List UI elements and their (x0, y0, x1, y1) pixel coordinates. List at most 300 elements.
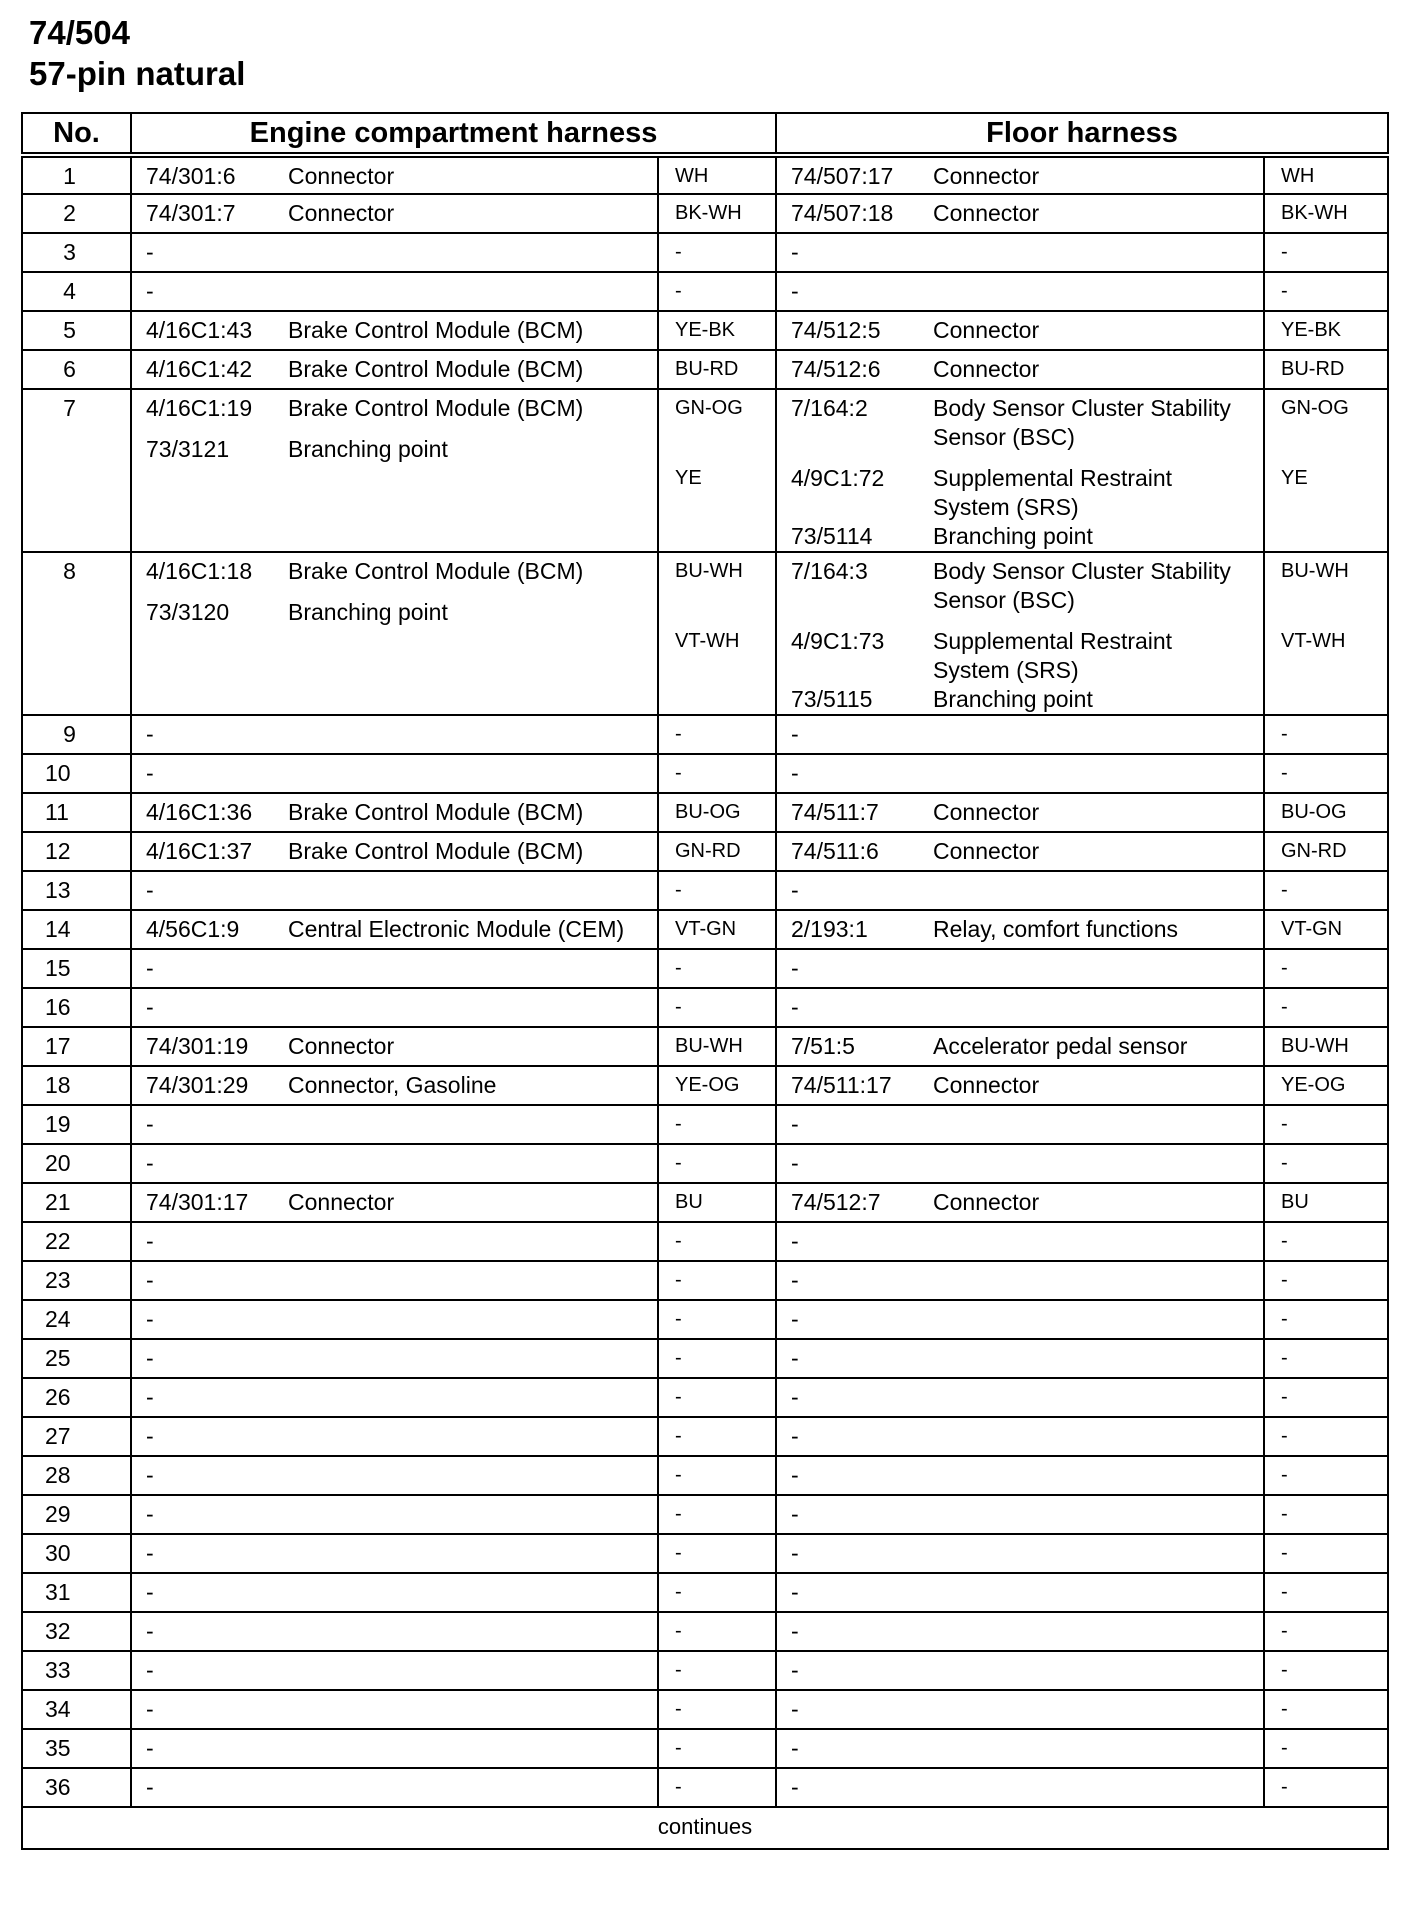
engine-harness-cell (131, 552, 658, 715)
wire-color: BU-WH (675, 1035, 743, 1057)
pin-number: 7 (22, 389, 131, 552)
engine-wire-color-cell (658, 871, 776, 910)
floor-harness-cell (776, 1222, 1264, 1261)
pin-number: 12 (22, 832, 131, 871)
table-row (22, 1729, 1388, 1768)
pin-number: 31 (22, 1573, 131, 1612)
table-row (22, 754, 1388, 793)
engine-connection (146, 1344, 657, 1373)
floor-wire-color-cell (1264, 715, 1388, 754)
connection-code: - (791, 1267, 799, 1293)
connection-description (288, 1500, 657, 1529)
engine-wire-color-cell (658, 910, 776, 949)
table-row (22, 1612, 1388, 1651)
engine-wire-color-cell (658, 1261, 776, 1300)
connection-code: 7/164:2 (791, 395, 868, 421)
engine-connection (146, 1578, 657, 1607)
engine-connection (146, 557, 657, 586)
connection-code: - (146, 1657, 154, 1683)
table-row (22, 1534, 1388, 1573)
connector-id: 74/504 (29, 14, 130, 51)
connection-code: - (791, 1774, 799, 1800)
engine-wire-color-cell (658, 793, 776, 832)
connection-description: Connector, Gasoline (288, 1072, 497, 1098)
engine-connection (146, 162, 657, 191)
connection-description: Brake Control Module (BCM) (288, 558, 584, 584)
connection-code: - (791, 1579, 799, 1605)
floor-connection (791, 876, 1263, 905)
pin-number: 10 (22, 754, 131, 793)
engine-connection (146, 1149, 657, 1178)
floor-harness-cell (776, 1378, 1264, 1417)
wire-color: BU-RD (1281, 358, 1345, 380)
connection-code: - (791, 877, 799, 903)
connection-code: 4/9C1:72 (791, 465, 885, 491)
engine-harness-cell (131, 1612, 658, 1651)
floor-harness-cell (776, 350, 1264, 389)
connection-description: Branching point (288, 599, 448, 625)
pin-number: 13 (22, 871, 131, 910)
connection-description (933, 1578, 1263, 1607)
engine-harness-cell (131, 272, 658, 311)
wire-color: - (1281, 1386, 1288, 1408)
table-row (22, 832, 1388, 871)
continues-note: continues (22, 1807, 1388, 1849)
wire-color: BU (675, 1191, 703, 1213)
connection-description: Connector (933, 356, 1040, 382)
engine-harness-cell (131, 949, 658, 988)
floor-wire-color-cell (1264, 1768, 1388, 1807)
connection-description: Supplemental Restraint System (SRS) (933, 628, 1173, 683)
floor-connection (791, 1461, 1263, 1490)
engine-connection (146, 1266, 657, 1295)
floor-connection (791, 1032, 1263, 1061)
connection-code: - (791, 278, 799, 304)
connection-code: 74/512:6 (791, 356, 881, 382)
engine-harness-cell (131, 1066, 658, 1105)
engine-wire-color-cell (658, 1417, 776, 1456)
connection-code: 74/512:7 (791, 1189, 881, 1215)
connection-code: - (146, 1423, 154, 1449)
engine-connection (146, 598, 657, 627)
connection-description (933, 1500, 1263, 1529)
engine-connection (146, 1305, 657, 1334)
connection-description (933, 1110, 1263, 1139)
floor-wire-color-cell (1264, 793, 1388, 832)
engine-connection (146, 1227, 657, 1256)
wire-color: - (1281, 1113, 1288, 1135)
floor-harness-cell (776, 793, 1264, 832)
wire-color: - (675, 1425, 682, 1447)
connection-code: - (791, 1306, 799, 1332)
engine-connection (146, 720, 657, 749)
engine-harness-cell (131, 1534, 658, 1573)
connection-code: 7/164:3 (791, 558, 868, 584)
connection-description: Branching point (933, 686, 1093, 712)
connection-code: 4/16C1:36 (146, 799, 253, 825)
wire-color: - (675, 1152, 682, 1174)
table-row (22, 949, 1388, 988)
wire-color: VT-GN (675, 918, 737, 940)
connection-description (933, 1149, 1263, 1178)
connection-description: Connector (933, 163, 1040, 189)
engine-harness-cell (131, 1729, 658, 1768)
connection-description: Body Sensor Cluster Stability Sensor (BSC) (933, 395, 1231, 450)
floor-wire-color-cell (1264, 1417, 1388, 1456)
engine-wire-color-cell (658, 1183, 776, 1222)
pin-number: 36 (22, 1768, 131, 1807)
connection-description (933, 720, 1263, 749)
wire-color: - (1281, 1347, 1288, 1369)
header-no: No. (22, 113, 131, 155)
connection-description (933, 993, 1263, 1022)
floor-connection (791, 954, 1263, 983)
engine-connection (146, 316, 657, 345)
engine-harness-cell (131, 1417, 658, 1456)
connection-description (288, 993, 657, 1022)
floor-connection (791, 1071, 1263, 1100)
wire-color: - (675, 1542, 682, 1564)
engine-harness-cell (131, 871, 658, 910)
floor-connection (791, 1188, 1263, 1217)
engine-wire-color-cell (658, 1534, 776, 1573)
wire-color: - (675, 1347, 682, 1369)
connection-description (933, 1773, 1263, 1802)
wire-color: VT-WH (675, 630, 740, 652)
connection-code: 2/193:1 (791, 916, 868, 942)
floor-harness-cell (776, 1612, 1264, 1651)
wire-color: BU-OG (1281, 801, 1347, 823)
connection-description (288, 876, 657, 905)
connection-code: - (791, 760, 799, 786)
connection-description (933, 1461, 1263, 1490)
connection-code: - (146, 1735, 154, 1761)
connection-description (933, 277, 1263, 306)
connection-code: 73/5114 (791, 523, 873, 549)
pin-number: 5 (22, 311, 131, 350)
floor-wire-color-cell (1264, 233, 1388, 272)
floor-connection (791, 1227, 1263, 1256)
connection-code: - (146, 1618, 154, 1644)
engine-harness-cell (131, 1027, 658, 1066)
table-row (22, 1690, 1388, 1729)
connection-description (288, 759, 657, 788)
connection-code: - (146, 1384, 154, 1410)
connection-code: - (791, 721, 799, 747)
engine-connection (146, 759, 657, 788)
table-row (22, 1651, 1388, 1690)
floor-wire-color-cell (1264, 1534, 1388, 1573)
engine-wire-color-cell (658, 1378, 776, 1417)
engine-connection (146, 1422, 657, 1451)
floor-connection (791, 1110, 1263, 1139)
floor-connection (791, 1734, 1263, 1763)
engine-harness-cell (131, 793, 658, 832)
floor-wire-color-cell (1264, 1105, 1388, 1144)
pin-number: 18 (22, 1066, 131, 1105)
connection-code: 4/16C1:42 (146, 356, 253, 382)
connection-description: Brake Control Module (BCM) (288, 838, 584, 864)
connection-description (288, 1773, 657, 1802)
connection-description: Relay, comfort functions (933, 916, 1179, 942)
engine-harness-cell (131, 715, 658, 754)
wire-color: - (675, 1113, 682, 1135)
pin-number: 1 (22, 155, 131, 194)
pin-number: 32 (22, 1612, 131, 1651)
pin-number: 17 (22, 1027, 131, 1066)
table-header-row (22, 113, 1388, 155)
connection-code: - (791, 1618, 799, 1644)
floor-harness-cell (776, 1261, 1264, 1300)
wire-color: - (1281, 1776, 1288, 1798)
table-row (22, 1105, 1388, 1144)
wire-color: - (675, 1269, 682, 1291)
wire-color: - (1281, 1542, 1288, 1564)
engine-connection (146, 1188, 657, 1217)
wire-color: - (675, 1659, 682, 1681)
connection-description (288, 1734, 657, 1763)
floor-connection (791, 915, 1263, 944)
floor-connection (791, 557, 1263, 615)
floor-connection (791, 1422, 1263, 1451)
table-row (22, 272, 1388, 311)
wire-color: - (1281, 996, 1288, 1018)
engine-wire-color-cell (658, 1066, 776, 1105)
engine-wire-color-cell (658, 988, 776, 1027)
connection-description (933, 1305, 1263, 1334)
connection-description (933, 1227, 1263, 1256)
connection-code: - (791, 1345, 799, 1371)
connection-description (288, 954, 657, 983)
connection-description: Brake Control Module (BCM) (288, 799, 584, 825)
connection-description (933, 1539, 1263, 1568)
connection-description (288, 277, 657, 306)
pin-assignment-table (21, 112, 1389, 1850)
wire-color: WH (675, 165, 709, 187)
engine-harness-cell (131, 1768, 658, 1807)
floor-connection (791, 162, 1263, 191)
connection-code: - (791, 1111, 799, 1137)
connection-description (288, 1695, 657, 1724)
table-row (22, 1144, 1388, 1183)
pin-number: 6 (22, 350, 131, 389)
connection-code: - (791, 994, 799, 1020)
engine-wire-color-cell (658, 1612, 776, 1651)
wire-color: - (675, 1386, 682, 1408)
floor-harness-cell (776, 1027, 1264, 1066)
engine-harness-cell (131, 233, 658, 272)
table-row (22, 1300, 1388, 1339)
floor-harness-cell (776, 988, 1264, 1027)
pin-number: 8 (22, 552, 131, 715)
floor-connection (791, 464, 1263, 522)
engine-harness-cell (131, 1261, 658, 1300)
pin-number: 15 (22, 949, 131, 988)
table-footer-row (22, 1807, 1388, 1849)
engine-harness-cell (131, 1300, 658, 1339)
engine-harness-cell (131, 1651, 658, 1690)
wire-color: BU-WH (1281, 560, 1349, 582)
connection-code: - (791, 1657, 799, 1683)
floor-wire-color-cell (1264, 1495, 1388, 1534)
floor-connection (791, 316, 1263, 345)
floor-harness-cell (776, 1066, 1264, 1105)
floor-harness-cell (776, 1573, 1264, 1612)
wire-color: - (1281, 241, 1288, 263)
table-row (22, 1378, 1388, 1417)
wire-color: - (1281, 280, 1288, 302)
connection-code: 4/56C1:9 (146, 916, 240, 942)
connection-description (933, 1344, 1263, 1373)
wire-color: - (675, 957, 682, 979)
engine-connection (146, 1773, 657, 1802)
pin-number: 21 (22, 1183, 131, 1222)
wire-color: - (1281, 1425, 1288, 1447)
floor-wire-color-cell (1264, 910, 1388, 949)
wire-color: BK-WH (1281, 202, 1348, 224)
engine-harness-cell (131, 1183, 658, 1222)
wire-color: - (675, 1776, 682, 1798)
engine-connection (146, 1500, 657, 1529)
connection-description: Connector (933, 838, 1040, 864)
engine-harness-cell (131, 988, 658, 1027)
connection-description (933, 1422, 1263, 1451)
connection-code: 74/511:17 (791, 1072, 892, 1098)
wire-color: YE (675, 467, 702, 489)
floor-harness-cell (776, 272, 1264, 311)
table-row (22, 1183, 1388, 1222)
engine-connection (146, 435, 657, 464)
connection-description (933, 1266, 1263, 1295)
table-row (22, 1222, 1388, 1261)
engine-wire-color-cell (658, 552, 776, 715)
engine-connection (146, 394, 657, 423)
connection-code: 74/507:18 (791, 200, 894, 226)
engine-connection (146, 1695, 657, 1724)
engine-connection (146, 1656, 657, 1685)
floor-harness-cell (776, 233, 1264, 272)
connection-code: - (791, 1501, 799, 1527)
wire-color: - (675, 879, 682, 901)
connection-code: - (146, 955, 154, 981)
document-title (29, 12, 245, 94)
floor-wire-color-cell (1264, 1144, 1388, 1183)
connection-code: 74/301:29 (146, 1072, 249, 1098)
wire-color: GN-OG (675, 397, 743, 419)
wire-color: GN-OG (1281, 397, 1349, 419)
connection-description (933, 1695, 1263, 1724)
connection-description: Connector (933, 799, 1040, 825)
wire-color: - (675, 996, 682, 1018)
floor-wire-color-cell (1264, 1066, 1388, 1105)
connection-description (933, 876, 1263, 905)
connection-code: - (791, 1462, 799, 1488)
engine-wire-color-cell (658, 272, 776, 311)
pin-number: 3 (22, 233, 131, 272)
engine-connection (146, 954, 657, 983)
connection-code: - (146, 1579, 154, 1605)
floor-connection (791, 1617, 1263, 1646)
floor-wire-color-cell (1264, 350, 1388, 389)
connection-description: Branching point (933, 523, 1093, 549)
connection-code: - (146, 1150, 154, 1176)
engine-wire-color-cell (658, 1300, 776, 1339)
floor-harness-cell (776, 1183, 1264, 1222)
engine-wire-color-cell (658, 350, 776, 389)
engine-connection (146, 993, 657, 1022)
table-row (22, 715, 1388, 754)
floor-wire-color-cell (1264, 272, 1388, 311)
wire-color: BU-WH (675, 560, 743, 582)
connection-code: - (146, 1696, 154, 1722)
floor-harness-cell (776, 1105, 1264, 1144)
connection-description: Branching point (288, 436, 448, 462)
engine-harness-cell (131, 754, 658, 793)
floor-wire-color-cell (1264, 1729, 1388, 1768)
wire-color: WH (1281, 165, 1315, 187)
engine-wire-color-cell (658, 1222, 776, 1261)
connection-code: - (146, 278, 154, 304)
connection-code: - (146, 760, 154, 786)
wire-color: - (1281, 762, 1288, 784)
pin-number: 20 (22, 1144, 131, 1183)
floor-connection (791, 1656, 1263, 1685)
connection-code: 4/16C1:19 (146, 395, 253, 421)
engine-wire-color-cell (658, 949, 776, 988)
floor-wire-color-cell (1264, 552, 1388, 715)
connection-code: 74/301:6 (146, 163, 236, 189)
floor-wire-color-cell (1264, 832, 1388, 871)
floor-wire-color-cell (1264, 1300, 1388, 1339)
floor-harness-cell (776, 1651, 1264, 1690)
floor-connection (791, 1773, 1263, 1802)
floor-harness-cell (776, 1300, 1264, 1339)
pin-number: 30 (22, 1534, 131, 1573)
floor-wire-color-cell (1264, 1183, 1388, 1222)
engine-wire-color-cell (658, 1105, 776, 1144)
connection-code: - (791, 1735, 799, 1761)
connection-code: 4/9C1:73 (791, 628, 885, 654)
engine-harness-cell (131, 832, 658, 871)
connection-description (288, 1266, 657, 1295)
floor-wire-color-cell (1264, 1339, 1388, 1378)
engine-wire-color-cell (658, 194, 776, 233)
wire-color: - (1281, 957, 1288, 979)
table-row (22, 552, 1388, 715)
floor-harness-cell (776, 1339, 1264, 1378)
wire-color: GN-RD (675, 840, 741, 862)
wire-color: - (675, 1581, 682, 1603)
engine-wire-color-cell (658, 1027, 776, 1066)
connection-code: - (791, 1150, 799, 1176)
connection-code: - (791, 1423, 799, 1449)
engine-harness-cell (131, 910, 658, 949)
connection-description: Connector (288, 163, 395, 189)
wire-color: - (675, 1503, 682, 1525)
connection-description (933, 954, 1263, 983)
connection-code: - (146, 1774, 154, 1800)
wire-color: - (1281, 1659, 1288, 1681)
connection-description (933, 238, 1263, 267)
floor-harness-cell (776, 1690, 1264, 1729)
floor-connection (791, 798, 1263, 827)
pin-number: 9 (22, 715, 131, 754)
floor-wire-color-cell (1264, 1456, 1388, 1495)
table-row (22, 350, 1388, 389)
wire-color: VT-GN (1281, 918, 1343, 940)
floor-connection (791, 1383, 1263, 1412)
wire-color: - (1281, 1152, 1288, 1174)
